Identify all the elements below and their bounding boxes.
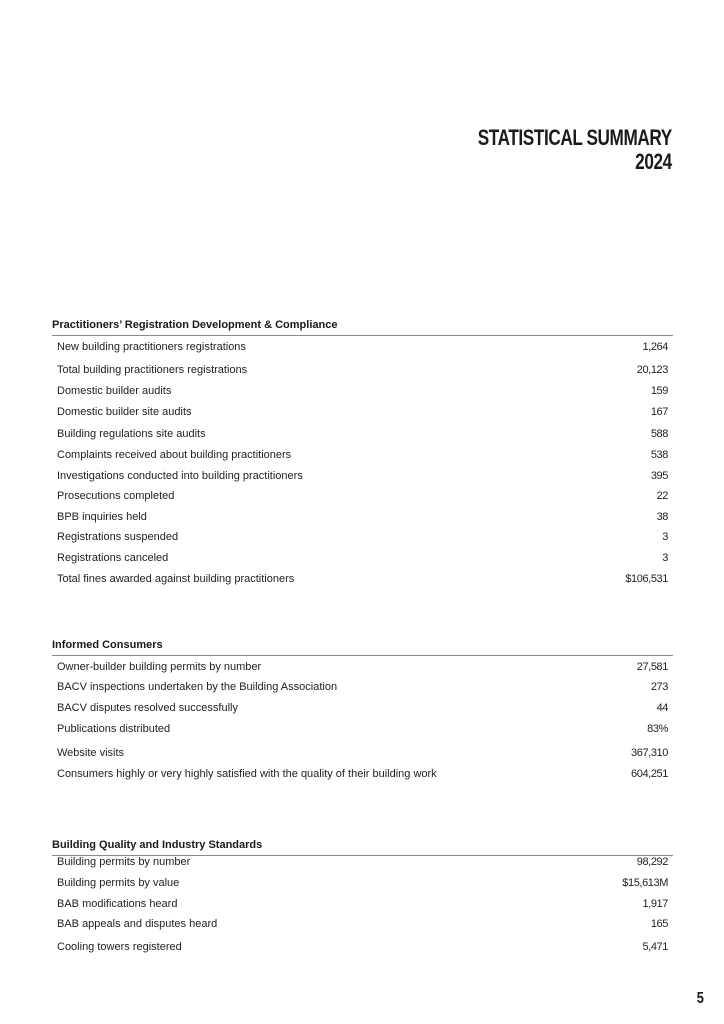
table-row [57, 766, 668, 782]
table-row [57, 571, 668, 587]
row-label: BACV inspections undertaken by the Building Association [57, 681, 338, 693]
row-value: 167 [650, 406, 668, 418]
section-heading: Building Quality and Industry Standards [52, 839, 673, 856]
row-label: Registrations suspended [57, 531, 179, 543]
row-value: $106,531 [625, 573, 668, 585]
row-value: 22 [656, 490, 668, 502]
row-label: Domestic builder audits [57, 385, 172, 397]
row-label: Publications distributed [57, 723, 171, 735]
table-row [57, 404, 668, 420]
row-label: Investigations conducted into building practitioners [57, 470, 303, 482]
table-row [57, 700, 668, 716]
row-value: 1,917 [642, 898, 668, 910]
row-label: Registrations canceled [57, 552, 169, 564]
row-value: 3 [662, 531, 668, 543]
row-label: BACV disputes resolved successfully [57, 702, 238, 714]
row-value: 38 [656, 511, 668, 523]
section-building-quality [52, 839, 673, 953]
table-row [57, 339, 668, 355]
table-row [57, 679, 668, 695]
title-line-2: 2024 [635, 149, 672, 174]
row-label: Owner-builder building permits by number [57, 661, 262, 673]
row-value: 538 [650, 449, 668, 461]
table-row [57, 659, 668, 675]
row-label: Domestic builder site audits [57, 406, 192, 418]
row-value: 367,310 [631, 747, 668, 759]
section-heading: Practitioners’ Registration Development & Compliance [52, 319, 673, 336]
row-value: 20,123 [636, 364, 668, 376]
row-label: Building permits by number [57, 856, 191, 868]
page-title [478, 126, 672, 174]
table-row [57, 939, 668, 955]
row-label: Total fines awarded against building practitioners [57, 573, 295, 585]
row-value: 5,471 [642, 941, 668, 953]
row-value: 159 [650, 385, 668, 397]
table-row [57, 721, 668, 737]
table-row [57, 745, 668, 761]
row-label: Building regulations site audits [57, 428, 206, 440]
row-label: Website visits [57, 747, 125, 759]
table-row [57, 426, 668, 442]
table-row [57, 916, 668, 932]
row-label: Prosecutions completed [57, 490, 175, 502]
row-value: 604,251 [631, 768, 668, 780]
section-heading: Informed Consumers [52, 639, 673, 656]
row-label: New building practitioners registrations [57, 341, 246, 353]
row-value: 44 [656, 702, 668, 714]
table-row [57, 509, 668, 525]
row-label: Building permits by value [57, 877, 180, 889]
table-row [57, 550, 668, 566]
row-label: BAB modifications heard [57, 898, 178, 910]
row-label: BPB inquiries held [57, 511, 147, 523]
section-practitioners [52, 319, 673, 585]
row-value: 98,292 [636, 856, 668, 868]
table-row [57, 529, 668, 545]
row-label: Total building practitioners registrations [57, 364, 248, 376]
table-row [57, 468, 668, 484]
table-row [57, 447, 668, 463]
row-value: 27,581 [636, 661, 668, 673]
row-value: 588 [650, 428, 668, 440]
title-line-1: STATISTICAL SUMMARY [477, 125, 672, 150]
row-label: BAB appeals and disputes heard [57, 918, 218, 930]
row-value: 83% [647, 723, 668, 735]
table-row [57, 362, 668, 378]
table-row [57, 875, 668, 891]
row-value: 3 [662, 552, 668, 564]
page-number: 5 [696, 990, 704, 1007]
row-value: $15,613M [622, 877, 668, 889]
row-value: 1,264 [642, 341, 668, 353]
row-value: 165 [650, 918, 668, 930]
table-row [57, 383, 668, 399]
table-row [57, 896, 668, 912]
row-value: 273 [650, 681, 668, 693]
row-value: 395 [650, 470, 668, 482]
table-row [57, 488, 668, 504]
row-label: Complaints received about building practitioners [57, 449, 292, 461]
section-informed-consumers [52, 639, 673, 780]
table-row [57, 854, 668, 870]
row-label: Consumers highly or very highly satisfied with the quality of their building work [57, 768, 437, 780]
row-label: Cooling towers registered [57, 941, 182, 953]
